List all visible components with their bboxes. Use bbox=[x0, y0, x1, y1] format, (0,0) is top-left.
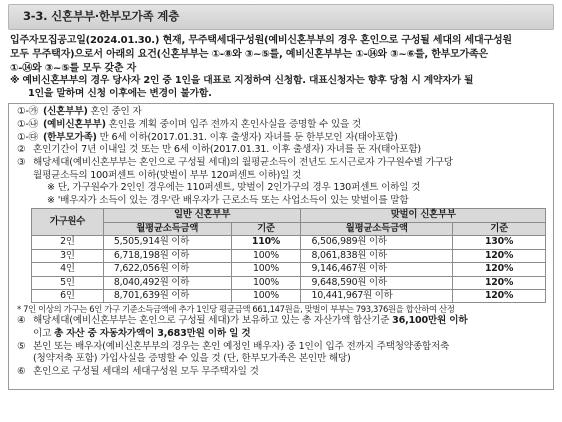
cell-dual-standard: 120% bbox=[453, 249, 546, 262]
group-dual-income-couple: 맞벌이 신혼부부 bbox=[301, 209, 546, 222]
item-text: 혼인으로 구성될 세대의 세대구성원 모두 무주택자일 것 bbox=[33, 366, 259, 378]
cell-general-standard: 100% bbox=[231, 289, 301, 302]
item-text: 혼인기간이 7년 이내일 것 또는 만 6세 이하(2017.01.31. 이후 출생자) 자녀를 둔 자(태아포함) bbox=[33, 144, 421, 156]
cell-dual-standard: 120% bbox=[453, 276, 546, 289]
item-text: 본인 또는 배우자(예비신혼부부의 경우는 혼인 예정인 배우자) 중 1인이 입주 전까지 주택청약종합저축 bbox=[33, 340, 450, 352]
cell-dual-standard: 120% bbox=[453, 263, 546, 276]
requirement-2 bbox=[17, 144, 547, 157]
intro-line: 입주자모집공고일(2024.01.30.) 현재, 무주택세대구성원(예비신혼부부의 경우 혼인으로 구성될 세대의 세대구성원 bbox=[10, 35, 512, 46]
group-general-couple: 일반 신혼부부 bbox=[103, 209, 301, 222]
cell-size: 5인 bbox=[32, 276, 104, 289]
requirement-3 bbox=[17, 157, 547, 170]
note-line: ※ 예비신혼부부의 경우 당사자 2인 중 1인을 대표로 지정하여 신청함. 대표신청자는 향후 당첨 시 계약자가 될 bbox=[10, 75, 474, 87]
col-general-income: 월평균소득금액 bbox=[103, 222, 231, 235]
cell-general-income: 6,718,198원 이하 bbox=[103, 249, 231, 262]
cell-dual-standard: 130% bbox=[453, 236, 546, 249]
cell-general-income: 8,040,492원 이하 bbox=[103, 276, 231, 289]
section-title: 3-3. 신혼부부·한부모가족 계층 bbox=[23, 9, 180, 24]
table-row bbox=[32, 236, 546, 249]
asset-limit: 36,100만원 이하 bbox=[392, 315, 468, 327]
item-number: ⑤ bbox=[17, 340, 26, 352]
requirement-1b bbox=[17, 119, 547, 132]
item-number: ② bbox=[17, 144, 26, 156]
cell-dual-income: 9,146,467원 이하 bbox=[301, 263, 453, 276]
intro-paragraph bbox=[8, 34, 554, 75]
section-header bbox=[8, 4, 554, 30]
intro-line: ①-⑭와 ③~⑤를 모두 갖춘 자 bbox=[10, 62, 137, 74]
col-general-standard: 기준 bbox=[231, 222, 301, 235]
income-table bbox=[31, 208, 546, 303]
col-dual-standard: 기준 bbox=[453, 222, 546, 235]
table-row bbox=[32, 249, 546, 262]
requirement-6 bbox=[17, 366, 547, 379]
cell-size: 4인 bbox=[32, 263, 104, 276]
requirement-4 bbox=[17, 315, 547, 328]
item-number: ④ bbox=[17, 315, 26, 327]
item-text-continued: (청약저축 포함) 가입사실을 증명할 수 있을 것 (단, 한부모가족은 본인만 해당) bbox=[33, 353, 351, 365]
cell-dual-income: 6,506,989원 이하 bbox=[301, 236, 453, 249]
income-note: ※ 단, 가구원수가 2인인 경우에는 110퍼센트, 맞벌이 2인가구의 경우 130퍼센트 이하일 것 bbox=[47, 182, 421, 194]
cell-dual-standard: 120% bbox=[453, 289, 546, 302]
item-text-continued bbox=[17, 328, 547, 341]
requirement-5 bbox=[17, 341, 547, 354]
table-row bbox=[32, 289, 546, 302]
representative-note bbox=[8, 75, 554, 101]
cell-dual-income: 8,061,838원 이하 bbox=[301, 249, 453, 262]
item-number: ①-㉰ bbox=[17, 131, 39, 143]
requirements-box bbox=[8, 103, 554, 390]
cell-general-standard: 100% bbox=[231, 263, 301, 276]
cell-dual-income: 10,441,967원 이하 bbox=[301, 289, 453, 302]
item-text: 이고 bbox=[33, 328, 54, 340]
cell-general-income: 8,701,639원 이하 bbox=[103, 289, 231, 302]
item-text-continued: 월평균소득의 100퍼센트 이하(맞벌이 부부 120퍼센트 이하)일 것 bbox=[33, 169, 302, 181]
item-label: (한부모가족) bbox=[43, 131, 97, 143]
cell-size: 2인 bbox=[32, 236, 104, 249]
col-household-size: 가구원수 bbox=[32, 209, 104, 236]
item-label: (신혼부부) bbox=[43, 106, 88, 118]
cell-general-income: 5,505,914원 이하 bbox=[103, 236, 231, 249]
item-text: 혼인을 계획 중이며 입주 전까지 혼인사실을 증명할 수 있을 것 bbox=[105, 118, 361, 130]
requirement-1c bbox=[17, 132, 547, 145]
table-footnote: * 7인 이상의 가구는 6인 가구 기준소득금액에 추가 1인당 평균금액 661,147원을, 맞벌이 부부는 793,376원을 합산하여 산정 bbox=[17, 304, 455, 315]
item-text: 해당세대(예비신혼부부는 혼인으로 구성될 세대)의 월평균소득이 전년도 도시근로자 가구원수별 가구당 bbox=[33, 156, 453, 168]
item-text: 만 6세 이하(2017.01.31. 이후 출생자) 자녀를 둔 한부모인 자(태아포함) bbox=[96, 131, 398, 143]
item-text: 혼인 중인 자 bbox=[87, 106, 142, 118]
cell-general-income: 7,622,056원 이하 bbox=[103, 263, 231, 276]
cell-dual-income: 9,648,590원 이하 bbox=[301, 276, 453, 289]
cell-size: 6인 bbox=[32, 289, 104, 302]
cell-general-standard: 110% bbox=[231, 236, 301, 249]
item-number: ③ bbox=[17, 156, 26, 168]
item-text: 해당세대(예비신혼부부는 혼인으로 구성될 세대)가 보유하고 있는 총 자산가액 합산기준 bbox=[33, 315, 393, 327]
cell-size: 3인 bbox=[32, 249, 104, 262]
cell-general-standard: 100% bbox=[231, 249, 301, 262]
cell-general-standard: 100% bbox=[231, 276, 301, 289]
table-row bbox=[32, 276, 546, 289]
note-line: 1인을 말하며 신청 이후에는 변경이 불가함. bbox=[28, 88, 212, 100]
vehicle-limit: 총 자산 중 자동차가액이 3,683만원 이하 일 것 bbox=[54, 328, 251, 340]
intro-line: 모두 무주택자)으로서 아래의 요건(신혼부부는 ①-⑧와 ③~⑤를, 예비신혼부부는 ①-⑭와 ③~⑥를, 한부모가족은 bbox=[10, 48, 488, 60]
col-dual-income: 월평균소득금액 bbox=[301, 222, 453, 235]
income-note: ※ '배우자가 소득이 있는 경우'란 배우자가 근로소득 또는 사업소득이 있는 맞벌이를 말함 bbox=[47, 194, 409, 206]
item-number: ①-㉮ bbox=[17, 106, 39, 118]
item-number: ①-㉯ bbox=[17, 118, 39, 130]
item-number: ⑥ bbox=[17, 366, 26, 378]
item-label: (예비신혼부부) bbox=[43, 118, 106, 130]
table-row bbox=[32, 263, 546, 276]
requirement-1a bbox=[17, 106, 547, 119]
